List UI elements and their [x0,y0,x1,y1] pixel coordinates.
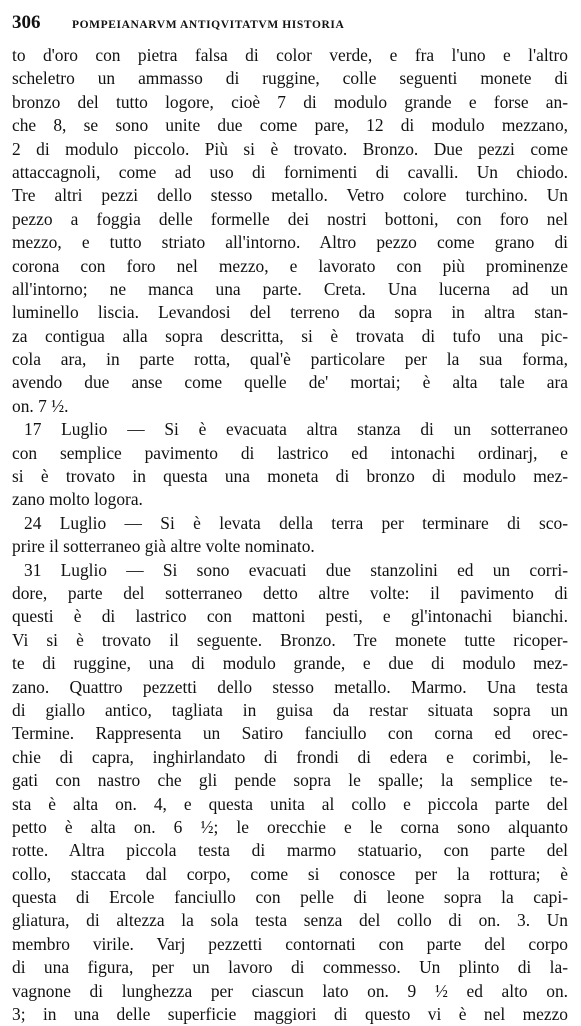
body-text [12,44,568,1026]
text-line: Tre altri pezzi dello stesso metallo. Vetro colore turchino. Un [12,185,568,206]
text-line: 17 Luglio — Si è evacuata altra stanza di un sotterraneo [24,419,568,440]
text-line: attaccagnoli, come ad uso di fornimenti di cavalli. Un chiodo. [12,161,568,182]
text-line: di una figura, per un lavoro di commesso. Un plinto di la- [12,957,568,978]
text-line: bronzo del tutto logore, cioè 7 di modulo grande e forse an- [12,91,568,112]
text-line: di giallo antico, tagliata in guisa da restar situata sopra un [12,699,568,720]
page-number: 306 [12,12,41,33]
text-line: gliatura, di altezza la sola testa senza del collo di on. 3. Un [12,910,568,931]
text-line: pezzo a foggia delle formelle dei nostri bottoni, con foro nel [12,208,568,229]
page-header [12,12,568,38]
text-line: con semplice pavimento di lastrico ed intonachi ordinarj, e [12,442,568,463]
text-line: mezzo, e tutto striato all'intorno. Altro pezzo come grano di [12,232,568,253]
text-line: cola ara, in parte rotta, qual'è particolare per la sua forma, [12,349,568,370]
text-line: si è trovato in questa una moneta di bronzo di modulo mez- [12,466,568,487]
text-line: petto è alta on. 6 ½; le orecchie e le corna sono alquanto [12,816,568,837]
text-line: collo, staccata dal corpo, come si conosce per la rottura; è [12,863,568,884]
text-line: za contigua alla sopra descritta, si è trovata di tufo una pic- [12,325,568,346]
text-line: questa di Ercole fanciullo con pelle di leone sopra la capi- [12,887,568,908]
text-line: rotte. Altra piccola testa di marmo statuario, con parte del [12,840,568,861]
text-line: 2 di modulo piccolo. Più si è trovato. Bronzo. Due pezzi come [12,138,568,159]
text-line: questi è di lastrico con mattoni pesti, e gl'intonachi bianchi. [12,606,568,627]
text-line: on. 7 ½. [12,395,69,416]
text-line: dore, parte del sotterraneo detto altre volte: il pavimento di [12,582,568,603]
text-line: 24 Luglio — Si è levata della terra per terminare di sco- [24,512,568,533]
text-line: to d'oro con pietra falsa di color verde, e fra l'uno e l'altro [12,45,568,65]
text-line: membro virile. Varj pezzetti contornati con parte del corpo [12,933,568,954]
running-head: POMPEIANARVM ANTIQVITATVM HISTORIA [72,19,345,31]
text-line: che 8, se sono unite due come pare, 12 di modulo mezzano, [12,115,568,136]
text-line: vagnone di lunghezza per ciascun lato on. 9 ½ ed alto on. [12,980,568,1001]
text-line: corona con foro nel mezzo, e lavorato con più prominenze [12,255,568,276]
text-line: zano. Quattro pezzetti dello stesso metallo. Marmo. Una testa [12,676,568,697]
text-line: chie di capra, inghirlandato di frondi di edera e corimbi, le- [12,746,568,767]
text-line: avendo due anse come quelle de' mortai; è alta tale ara [12,372,568,393]
text-line: all'intorno; ne manca una parte. Creta. Una lucerna ad un [12,278,568,299]
text-line: gati con nastro che gli pende sopra le spalle; la semplice te- [12,770,568,791]
text-line: Vi si è trovato il seguente. Bronzo. Tre monete tutte ricoper- [12,629,568,650]
text-line: sta è alta on. 4, e questa unita al collo e piccola parte del [12,793,568,814]
text-line: 31 Luglio — Si sono evacuati due stanzolini ed un corri- [24,559,568,580]
text-line: te di ruggine, una di modulo grande, e due di modulo mez- [12,653,568,674]
text-line: luminello liscia. Levandosi del terreno da sopra in altra stan- [12,302,568,323]
text-line: Termine. Rappresenta un Satiro fanciullo con corna ed orec- [12,723,568,744]
text-line: 3; in una delle superficie maggiori di questo vi è nel mezzo [12,1004,568,1025]
text-line: prire il sotterraneo già altre volte nominato. [12,536,315,557]
text-line: zano molto logora. [12,489,143,510]
text-line: scheletro un ammasso di ruggine, colle seguenti monete di [12,68,568,89]
